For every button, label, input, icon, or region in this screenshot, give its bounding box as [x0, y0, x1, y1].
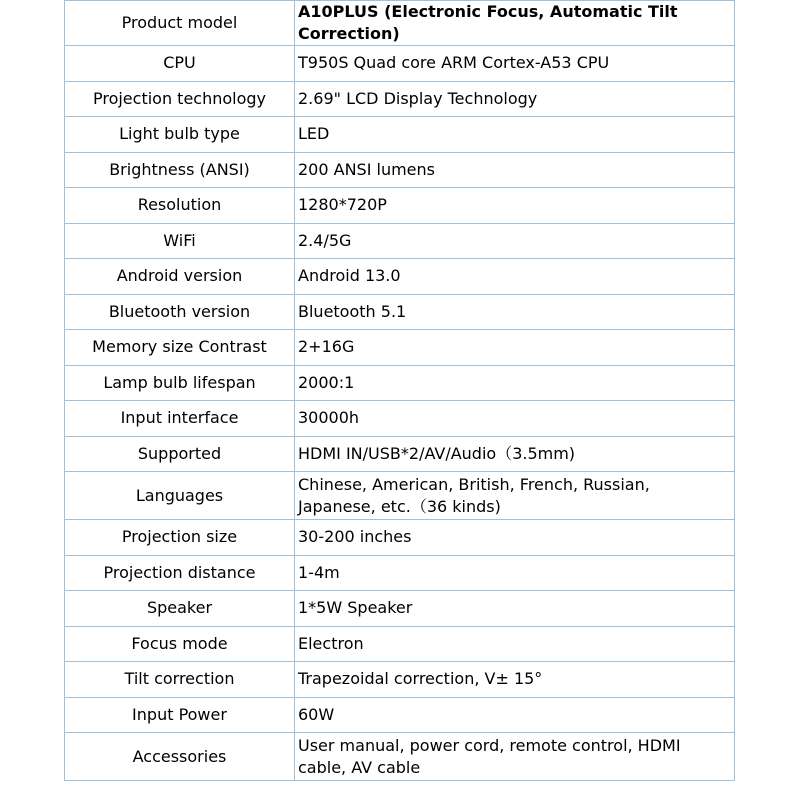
spec-value: 30-200 inches — [295, 520, 735, 556]
spec-row-input-power — [65, 697, 735, 733]
spec-value: 60W — [295, 697, 735, 733]
spec-value: Electron — [295, 626, 735, 662]
spec-value: User manual, power cord, remote control, HDMI cable, AV cable — [295, 733, 735, 781]
spec-value: HDMI IN/USB*2/AV/Audio（3.5mm) — [295, 436, 735, 472]
spec-row-memory-size — [65, 330, 735, 366]
spec-row-projection-technology — [65, 81, 735, 117]
spec-value: LED — [295, 117, 735, 153]
spec-value: 200 ANSI lumens — [295, 152, 735, 188]
spec-label: Input Power — [65, 697, 295, 733]
spec-value: 1280*720P — [295, 188, 735, 224]
spec-row-languages — [65, 472, 735, 520]
spec-row-bluetooth-version — [65, 294, 735, 330]
spec-value: 2.4/5G — [295, 223, 735, 259]
spec-value: 2.69" LCD Display Technology — [295, 81, 735, 117]
spec-label: Resolution — [65, 188, 295, 224]
spec-value: Trapezoidal correction, V± 15° — [295, 662, 735, 698]
spec-row-resolution — [65, 188, 735, 224]
spec-value: T950S Quad core ARM Cortex-A53 CPU — [295, 46, 735, 82]
spec-label: Android version — [65, 259, 295, 295]
spec-label: Projection technology — [65, 81, 295, 117]
spec-label: WiFi — [65, 223, 295, 259]
spec-label: Bluetooth version — [65, 294, 295, 330]
spec-row-input-interface — [65, 401, 735, 437]
spec-value: 30000h — [295, 401, 735, 437]
spec-value: A10PLUS (Electronic Focus, Automatic Tilt Correction) — [295, 1, 735, 46]
spec-label: Input interface — [65, 401, 295, 437]
spec-row-supported — [65, 436, 735, 472]
spec-row-wifi — [65, 223, 735, 259]
spec-row-lamp-bulb-lifespan — [65, 365, 735, 401]
spec-row-projection-size — [65, 520, 735, 556]
spec-label: CPU — [65, 46, 295, 82]
spec-label: Brightness (ANSI) — [65, 152, 295, 188]
spec-row-accessories — [65, 733, 735, 781]
spec-value: Android 13.0 — [295, 259, 735, 295]
spec-label: Accessories — [65, 733, 295, 781]
spec-row-product-model — [65, 1, 735, 46]
spec-label: Product model — [65, 1, 295, 46]
spec-row-brightness — [65, 152, 735, 188]
spec-label: Focus mode — [65, 626, 295, 662]
spec-label: Speaker — [65, 591, 295, 627]
spec-label: Supported — [65, 436, 295, 472]
spec-table — [64, 0, 735, 781]
spec-row-tilt-correction — [65, 662, 735, 698]
spec-label: Languages — [65, 472, 295, 520]
spec-row-cpu — [65, 46, 735, 82]
spec-row-light-bulb-type — [65, 117, 735, 153]
spec-value: Bluetooth 5.1 — [295, 294, 735, 330]
spec-value: 1-4m — [295, 555, 735, 591]
spec-label: Light bulb type — [65, 117, 295, 153]
spec-row-android-version — [65, 259, 735, 295]
spec-row-projection-distance — [65, 555, 735, 591]
spec-label: Memory size Contrast — [65, 330, 295, 366]
spec-row-focus-mode — [65, 626, 735, 662]
spec-label: Projection size — [65, 520, 295, 556]
spec-row-speaker — [65, 591, 735, 627]
spec-value: 2000:1 — [295, 365, 735, 401]
spec-value: 2+16G — [295, 330, 735, 366]
spec-label: Projection distance — [65, 555, 295, 591]
spec-value: 1*5W Speaker — [295, 591, 735, 627]
spec-value: Chinese, American, British, French, Russian, Japanese, etc.（36 kinds) — [295, 472, 735, 520]
spec-label: Lamp bulb lifespan — [65, 365, 295, 401]
spec-label: Tilt correction — [65, 662, 295, 698]
